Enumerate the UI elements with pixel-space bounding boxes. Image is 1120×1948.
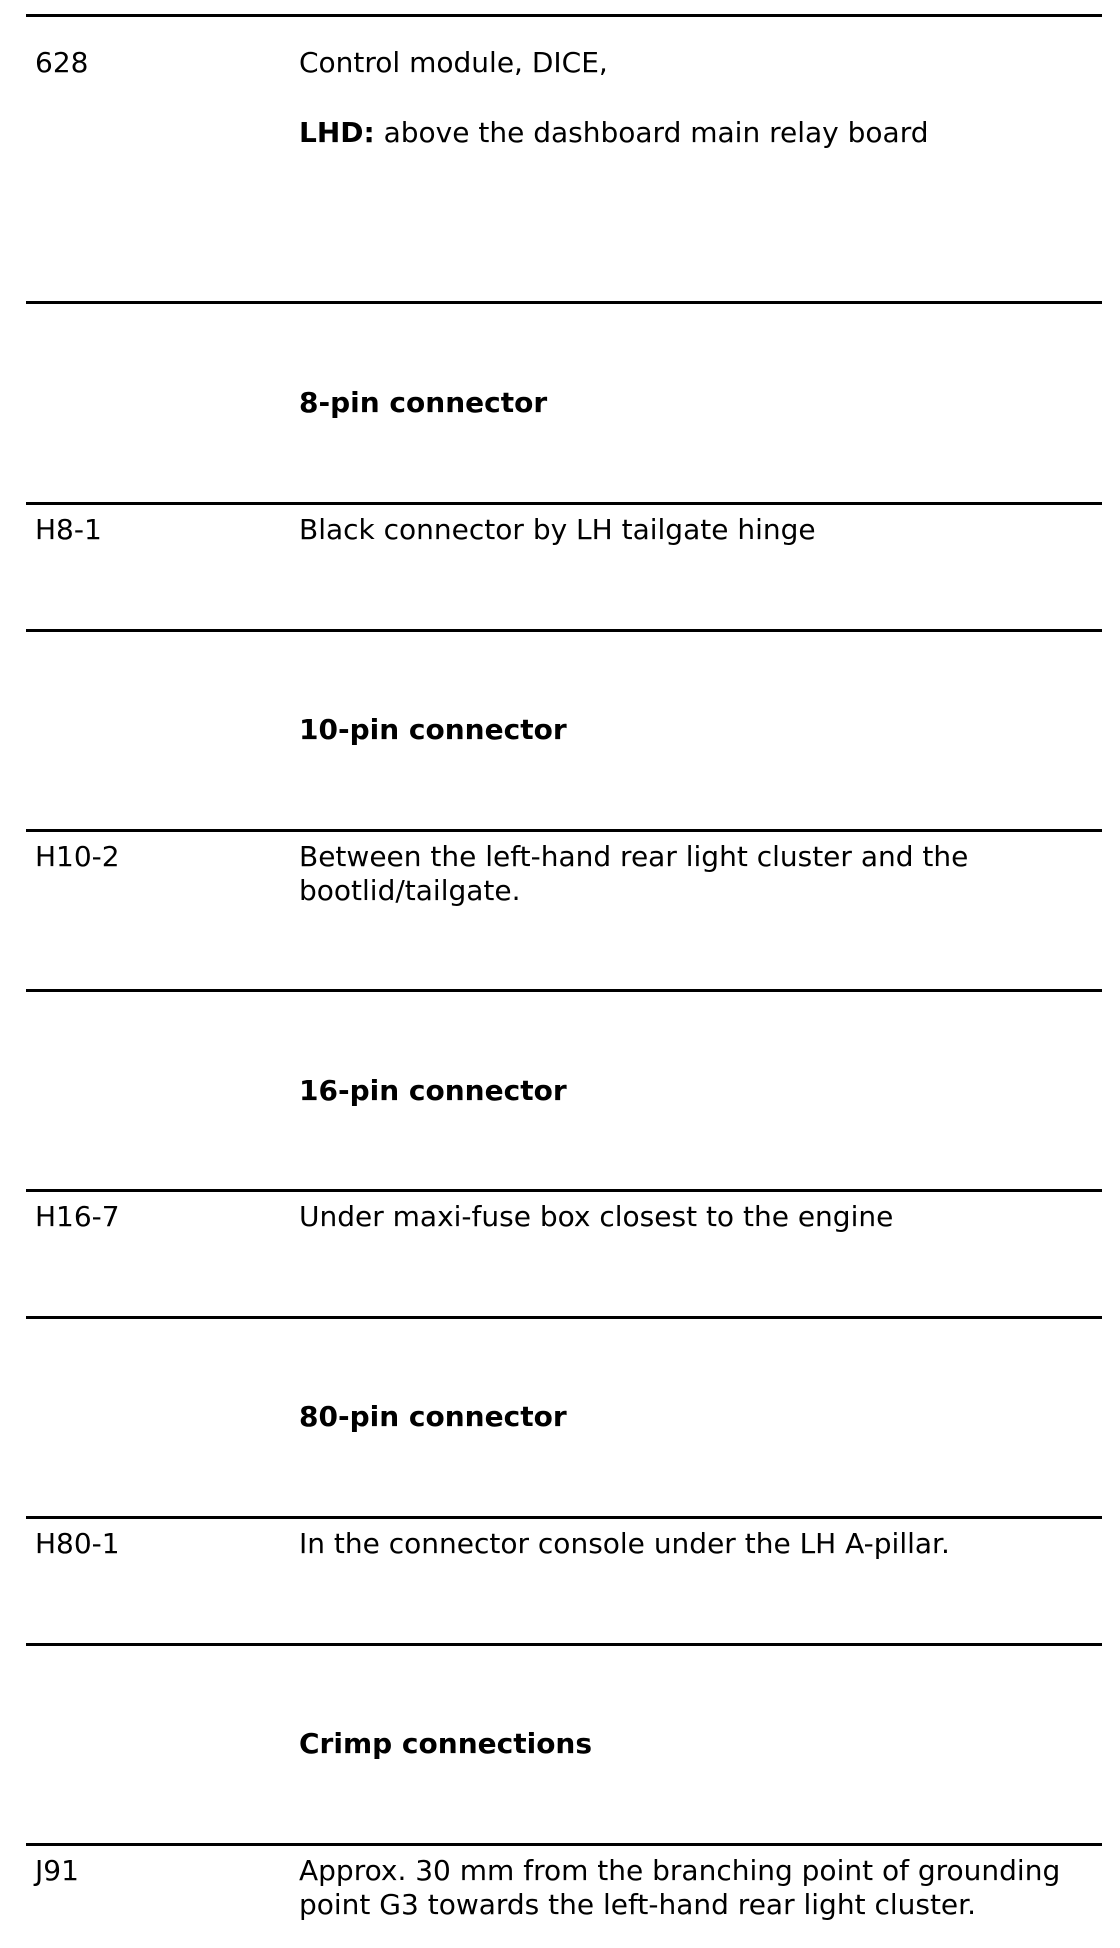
row-code-h10-2: H10-2	[35, 840, 120, 873]
row-desc-h10-2-line1: Between the left-hand rear light cluster and the	[299, 840, 969, 873]
row-code-h16-7: H16-7	[35, 1200, 120, 1233]
row-code-628: 628	[35, 46, 89, 79]
row-desc-h10-2-line2: bootlid/tailgate.	[299, 874, 521, 907]
row-code-h8-1: H8-1	[35, 513, 102, 546]
row-desc-j91-line2: point G3 towards the left-hand rear light cluster.	[299, 1888, 977, 1921]
row-divider	[26, 1643, 1102, 1646]
note-label: LHD:	[299, 116, 375, 149]
note-text: above the dashboard main relay board	[374, 116, 929, 149]
row-desc-h8-1: Black connector by LH tailgate hinge	[299, 513, 816, 546]
row-code-h80-1: H80-1	[35, 1527, 120, 1560]
row-divider	[26, 301, 1102, 304]
row-divider	[26, 1843, 1102, 1846]
row-divider	[26, 1189, 1102, 1192]
row-desc-h80-1: In the connector console under the LH A-pillar.	[299, 1527, 950, 1560]
section-heading-16-pin: 16-pin connector	[299, 1074, 567, 1107]
row-divider	[26, 14, 1102, 17]
section-heading-10-pin: 10-pin connector	[299, 713, 567, 746]
row-divider	[26, 1516, 1102, 1519]
row-code-j91: J91	[35, 1854, 79, 1887]
row-divider	[26, 989, 1102, 992]
section-heading-80-pin: 80-pin connector	[299, 1400, 567, 1433]
section-heading-crimp: Crimp connections	[299, 1727, 593, 1760]
row-divider	[26, 829, 1102, 832]
row-desc-h16-7: Under maxi-fuse box closest to the engine	[299, 1200, 894, 1233]
row-divider	[26, 629, 1102, 632]
section-heading-8-pin: 8-pin connector	[299, 386, 548, 419]
row-desc-628: Control module, DICE,	[299, 46, 608, 79]
row-desc-j91-line1: Approx. 30 mm from the branching point of grounding	[299, 1854, 1061, 1887]
row-note-lhd	[299, 116, 929, 150]
row-divider	[26, 1316, 1102, 1319]
row-divider	[26, 502, 1102, 505]
